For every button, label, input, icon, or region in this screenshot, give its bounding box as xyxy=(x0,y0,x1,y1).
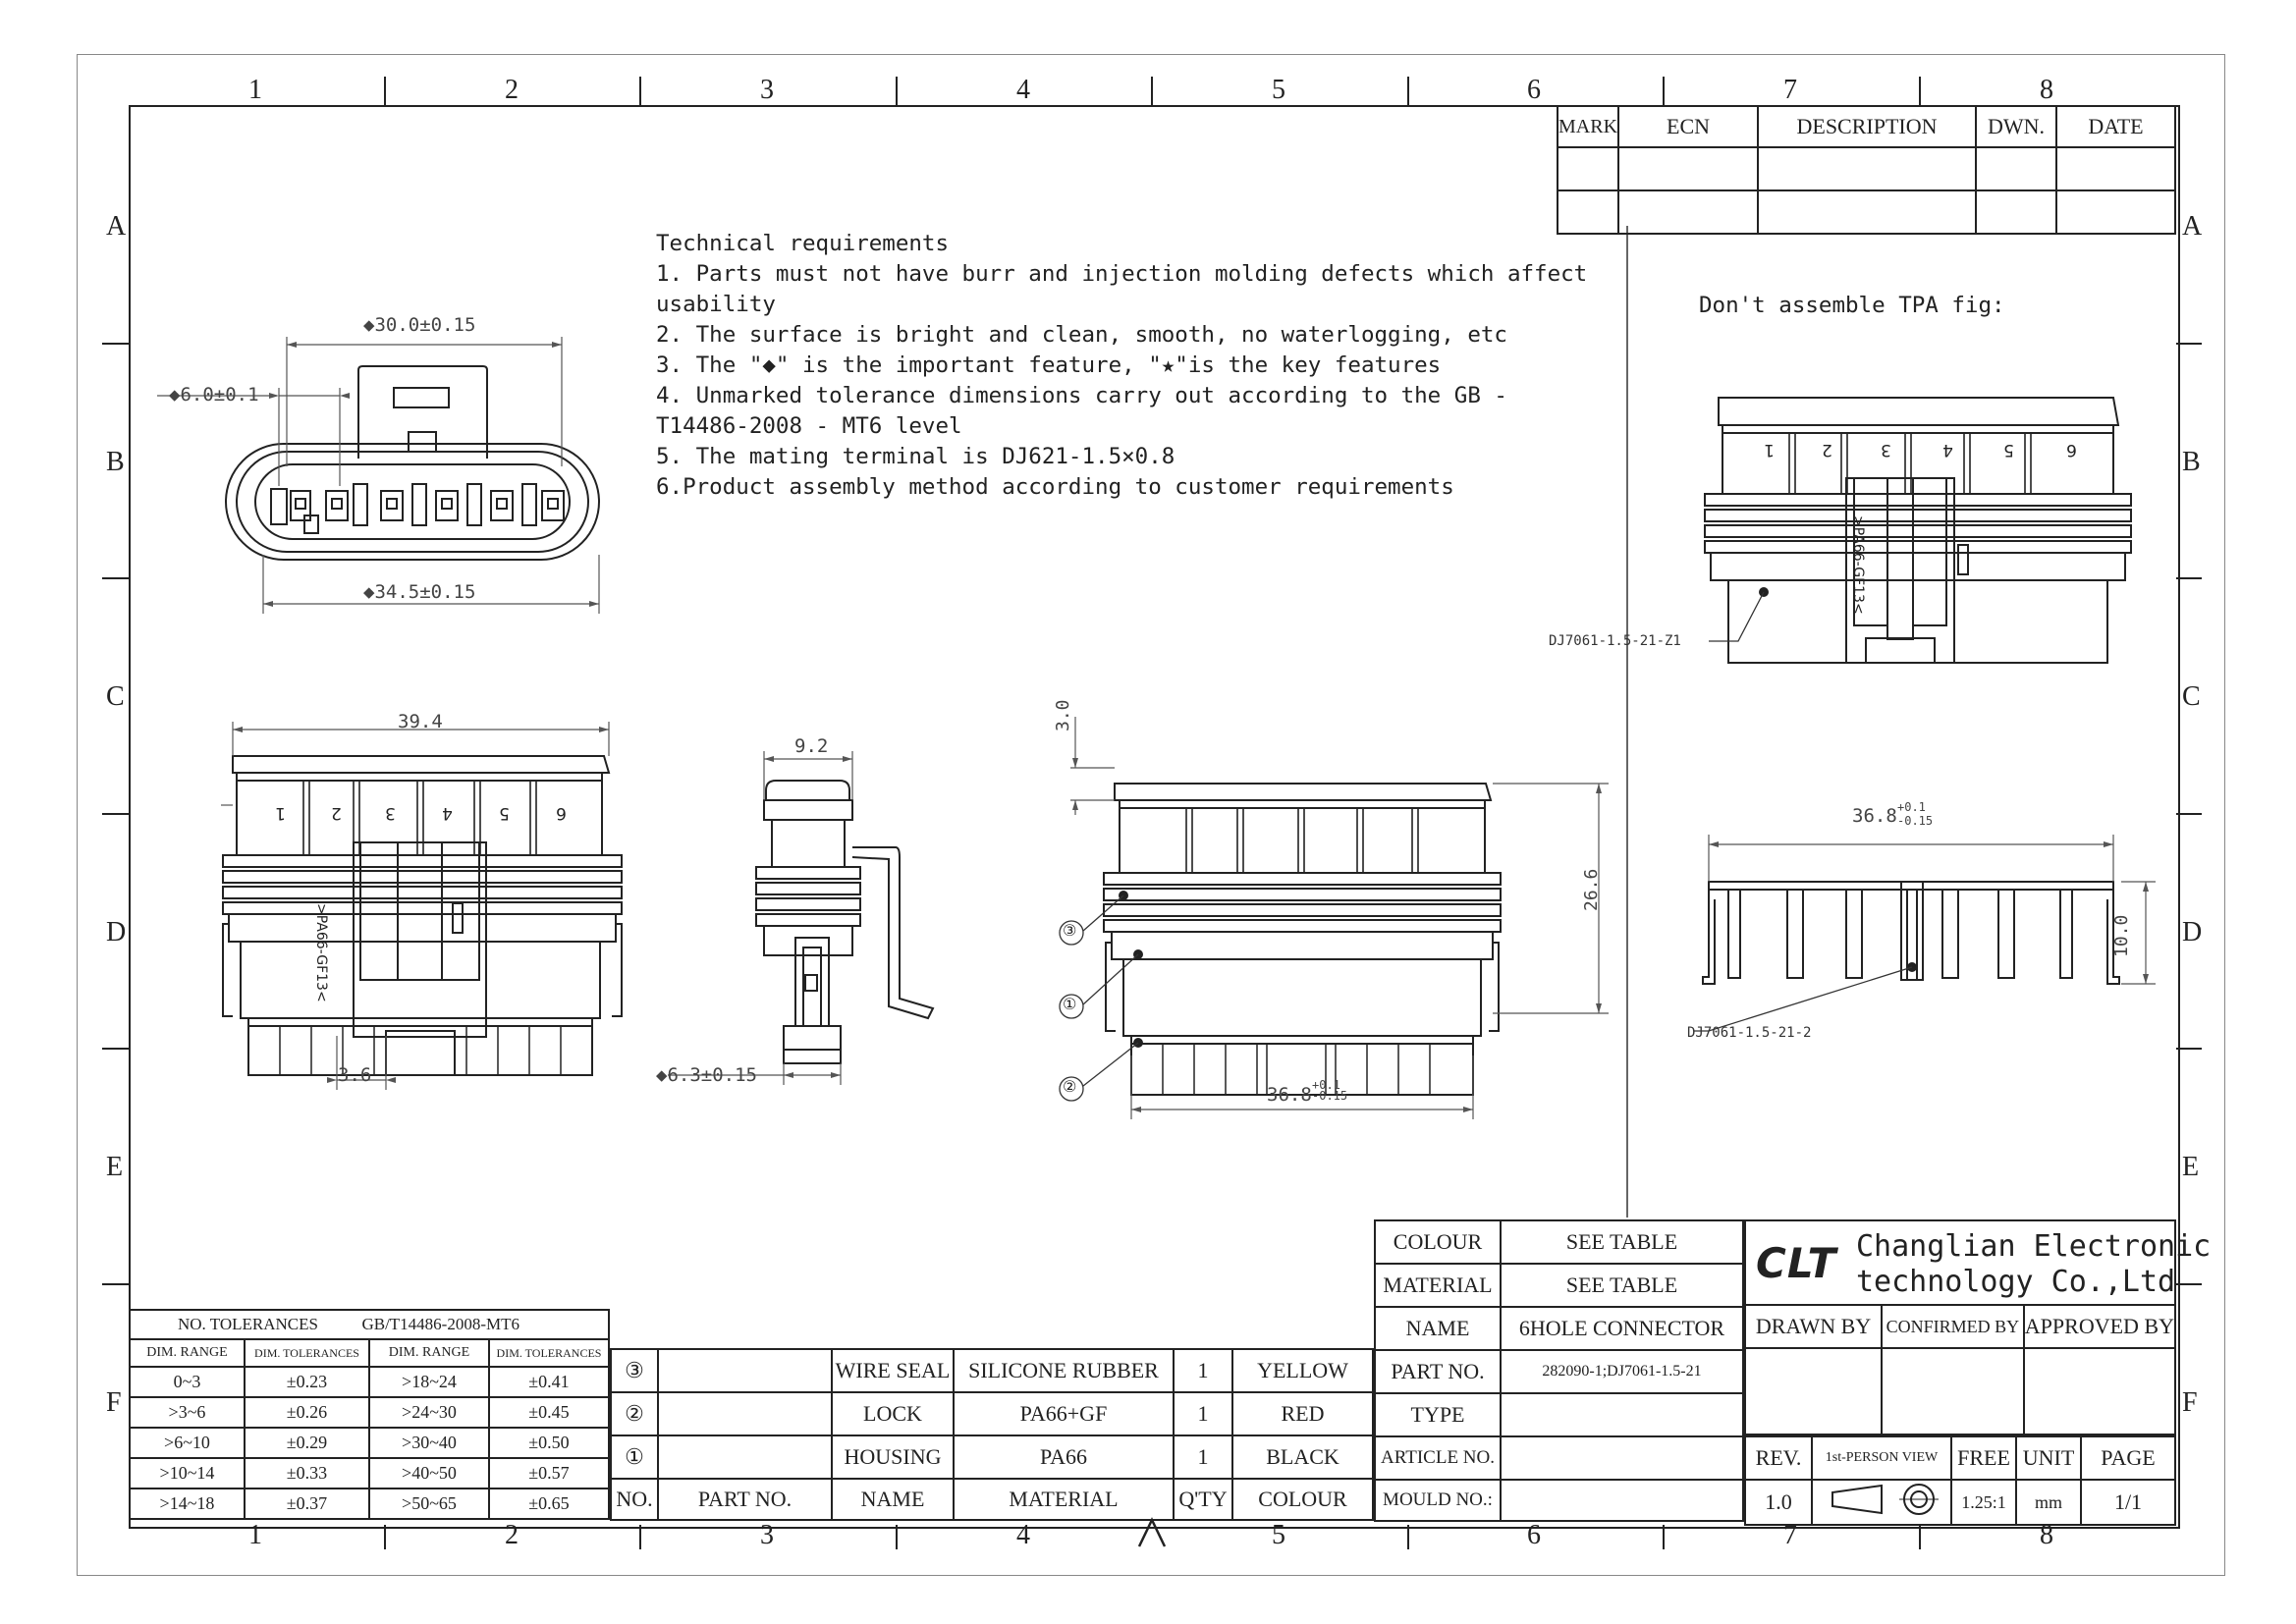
tolerance-header: DIM. TOLERANCES xyxy=(245,1339,369,1367)
bom-row xyxy=(611,1349,1373,1392)
zone-right-F: F xyxy=(2182,1387,2198,1418)
partno-value: 282090-1;DJ7061-1.5-21 xyxy=(1501,1350,1743,1393)
zone-left-A: A xyxy=(106,211,127,242)
page-label: PAGE xyxy=(2081,1436,2175,1480)
company-cell xyxy=(1744,1219,2212,1306)
tech-req-line: 2. The surface is bright and clean, smooth, no waterlogging, etc xyxy=(656,322,1507,348)
tolerance-cell: ±0.57 xyxy=(489,1458,609,1489)
zone-bottom-7: 7 xyxy=(1783,1520,1797,1550)
zone-bottom-8: 8 xyxy=(2040,1520,2053,1550)
rev-value: 1.0 xyxy=(1745,1480,1812,1525)
zone-bottom-4: 4 xyxy=(1016,1520,1030,1550)
cavity-number: 6 xyxy=(2066,440,2077,460)
tolerance-row xyxy=(130,1397,609,1428)
zone-bottom-2: 2 xyxy=(505,1520,519,1550)
tolerance-title-left: NO. TOLERANCES xyxy=(178,1315,318,1333)
cavity-number: 5 xyxy=(499,803,510,823)
dim-face-width: ◆30.0±0.15 xyxy=(363,314,476,336)
dim-tpa-height: 10.0 xyxy=(2111,914,2132,957)
mould-label: MOULD NO.: xyxy=(1375,1480,1501,1521)
zone-top-4: 4 xyxy=(1016,75,1030,105)
bom-material: SILICONE RUBBER xyxy=(954,1349,1174,1392)
tolerance-cell: ±0.41 xyxy=(489,1367,609,1397)
revision-table xyxy=(1557,105,2176,235)
dim-front-gap: 3.6 xyxy=(338,1064,372,1086)
signature-table xyxy=(1744,1304,2176,1435)
tech-req-line: 6.Product assembly method according to customer requirements xyxy=(656,474,1454,500)
bom-no: ② xyxy=(611,1392,658,1435)
tolerance-cell: >24~30 xyxy=(369,1397,489,1428)
rev-header-mark: MARK xyxy=(1558,106,1618,147)
company-name-line1: Changlian Electronic xyxy=(1856,1229,2212,1264)
technical-requirements xyxy=(656,229,1587,503)
approved-by-label: APPROVED BY xyxy=(2024,1305,2175,1348)
material-mark-front: >PA66-GF13< xyxy=(313,903,329,1002)
bom-header-row xyxy=(611,1479,1373,1520)
dim-back-top: 3.0 xyxy=(1053,699,1073,731)
bom-partno xyxy=(658,1392,832,1435)
tolerance-cell: ±0.50 xyxy=(489,1428,609,1458)
bom-name: HOUSING xyxy=(832,1435,954,1479)
back-view-drawing xyxy=(1041,707,1611,1119)
dim-side-depth: ◆6.3±0.15 xyxy=(656,1064,757,1086)
bom-material: PA66+GF xyxy=(954,1392,1174,1435)
zone-bottom-1: 1 xyxy=(248,1520,262,1550)
zone-top-6: 6 xyxy=(1527,75,1541,105)
dim-tpa-tol-minus: -0.15 xyxy=(1897,814,1934,828)
tolerance-row xyxy=(130,1428,609,1458)
name-label: NAME xyxy=(1375,1307,1501,1350)
bom-qty: 1 xyxy=(1174,1435,1232,1479)
zone-top-8: 8 xyxy=(2040,75,2053,105)
dim-front-width: 39.4 xyxy=(398,711,443,732)
company-name-line2: technology Co.,Ltd xyxy=(1856,1265,2176,1299)
cavity-number: 1 xyxy=(275,803,286,823)
cavity-number: 1 xyxy=(1764,440,1775,460)
rev-header-description: DESCRIPTION xyxy=(1758,106,1976,147)
tolerance-row xyxy=(130,1489,609,1519)
dim-back-width: 36.8 xyxy=(1267,1084,1312,1106)
bom-name: LOCK xyxy=(832,1392,954,1435)
tolerance-row xyxy=(130,1458,609,1489)
tolerance-header: DIM. RANGE xyxy=(130,1339,245,1367)
bom-header: NAME xyxy=(832,1479,954,1520)
tolerance-cell: ±0.37 xyxy=(245,1489,369,1519)
drawn-by-label: DRAWN BY xyxy=(1745,1305,1882,1348)
tolerance-cell: >30~40 xyxy=(369,1428,489,1458)
bom-no: ③ xyxy=(611,1349,658,1392)
dim-side-width: 9.2 xyxy=(794,735,829,757)
tolerance-cell: 0~3 xyxy=(130,1367,245,1397)
dim-back-height: 26.6 xyxy=(1581,868,1602,911)
zone-bottom-5: 5 xyxy=(1272,1520,1285,1550)
tolerance-cell: ±0.33 xyxy=(245,1458,369,1489)
tolerance-table xyxy=(129,1309,610,1520)
bom-row xyxy=(611,1392,1373,1435)
tolerance-cell: >3~6 xyxy=(130,1397,245,1428)
type-label: TYPE xyxy=(1375,1393,1501,1436)
balloon-1: ① xyxy=(1063,995,1077,1013)
bom-row xyxy=(611,1435,1373,1479)
tolerance-title xyxy=(130,1310,609,1339)
page-value: 1/1 xyxy=(2081,1480,2175,1525)
dim-face-outer: ◆34.5±0.15 xyxy=(363,581,476,603)
bom-material: PA66 xyxy=(954,1435,1174,1479)
colour-label: COLOUR xyxy=(1375,1220,1501,1264)
first-angle-projection-icon xyxy=(1823,1481,1941,1518)
type-value xyxy=(1501,1393,1743,1436)
rev-row xyxy=(1558,147,2175,190)
cavity-number: 3 xyxy=(385,803,396,823)
zone-bottom-6: 6 xyxy=(1527,1520,1541,1550)
tpa-note: Don't assemble TPA fig: xyxy=(1699,293,2005,318)
tolerance-header: DIM. RANGE xyxy=(369,1339,489,1367)
callout-lock-part: DJ7061-1.5-21-2 xyxy=(1687,1025,1812,1041)
tolerance-row xyxy=(130,1367,609,1397)
bom-partno xyxy=(658,1435,832,1479)
tolerance-title-right: GB/T14486-2008-MT6 xyxy=(361,1315,519,1333)
zone-left-B: B xyxy=(106,447,125,477)
material-mark-tpa: >PA66-GF13< xyxy=(1850,515,1866,615)
zone-right-A: A xyxy=(2182,211,2203,242)
bom-qty: 1 xyxy=(1174,1349,1232,1392)
title-block-left xyxy=(1374,1219,1744,1522)
dim-tpa-tol-plus: +0.1 xyxy=(1897,800,1926,814)
dim-face-pitch: ◆6.0±0.1 xyxy=(169,384,259,406)
tech-req-line: usability xyxy=(656,292,776,317)
tech-req-line: 3. The "◆" is the important feature, "★"is the key features xyxy=(656,352,1442,378)
tolerance-cell: ±0.45 xyxy=(489,1397,609,1428)
bom-colour: RED xyxy=(1232,1392,1373,1435)
dim-tpa-width: 36.8 xyxy=(1852,805,1897,827)
name-value: 6HOLE CONNECTOR xyxy=(1501,1307,1743,1350)
zone-right-C: C xyxy=(2182,681,2201,712)
bom-header: PART NO. xyxy=(658,1479,832,1520)
tolerance-cell: >50~65 xyxy=(369,1489,489,1519)
tolerance-cell: >14~18 xyxy=(130,1489,245,1519)
unit-label: UNIT xyxy=(2016,1436,2081,1480)
cavity-number: 2 xyxy=(1822,440,1832,460)
article-value xyxy=(1501,1436,1743,1480)
tolerance-cell: ±0.65 xyxy=(489,1489,609,1519)
bom-name: WIRE SEAL xyxy=(832,1349,954,1392)
lock-view-drawing xyxy=(1669,805,2160,1060)
partno-label: PART NO. xyxy=(1375,1350,1501,1393)
material-label: MATERIAL xyxy=(1375,1264,1501,1307)
tech-req-line: T14486-2008 - MT6 level xyxy=(656,413,962,439)
tech-req-line: 5. The mating terminal is DJ621-1.5×0.8 xyxy=(656,444,1175,469)
dim-back-width-tol: +0.1 -0.15 xyxy=(1312,1078,1348,1103)
callout-tpa-part: DJ7061-1.5-21-Z1 xyxy=(1549,633,1681,649)
rev-header-date: DATE xyxy=(2056,106,2175,147)
cavity-number: 2 xyxy=(331,803,342,823)
zone-right-D: D xyxy=(2182,917,2203,947)
bom-qty: 1 xyxy=(1174,1392,1232,1435)
rev-view-table xyxy=(1744,1435,2176,1526)
zone-left-D: D xyxy=(106,917,127,947)
projection-symbol xyxy=(1812,1480,1951,1525)
cavity-number: 6 xyxy=(556,803,567,823)
material-value: SEE TABLE xyxy=(1501,1264,1743,1307)
zone-top-7: 7 xyxy=(1783,75,1797,105)
bom-header: COLOUR xyxy=(1232,1479,1373,1520)
confirmed-by-label: CONFIRMED BY xyxy=(1882,1305,2024,1348)
unit-value: mm xyxy=(2016,1480,2081,1525)
zone-top-3: 3 xyxy=(760,75,774,105)
rev-header-dwn: DWN. xyxy=(1976,106,2056,147)
mould-value xyxy=(1501,1480,1743,1521)
balloon-2: ② xyxy=(1063,1077,1077,1096)
face-view-drawing xyxy=(157,309,619,623)
signature-row xyxy=(1745,1348,2175,1435)
cavity-number: 4 xyxy=(1942,440,1953,460)
rev-label: REV. xyxy=(1745,1436,1812,1480)
rev-header-ecn: ECN xyxy=(1618,106,1758,147)
cavity-number: 3 xyxy=(1881,440,1891,460)
cavity-number: 5 xyxy=(2003,440,2014,460)
bom-colour: BLACK xyxy=(1232,1435,1373,1479)
zone-top-2: 2 xyxy=(505,75,519,105)
tolerance-cell: >10~14 xyxy=(130,1458,245,1489)
bom-header: NO. xyxy=(611,1479,658,1520)
free-label: FREE xyxy=(1951,1436,2016,1480)
zone-top-5: 5 xyxy=(1272,75,1285,105)
free-value: 1.25:1 xyxy=(1951,1480,2016,1525)
bom-partno xyxy=(658,1349,832,1392)
bom-no: ① xyxy=(611,1435,658,1479)
view-label: 1st-PERSON VIEW xyxy=(1812,1436,1951,1480)
side-view-drawing xyxy=(648,741,953,1095)
tolerance-cell: >6~10 xyxy=(130,1428,245,1458)
article-label: ARTICLE NO. xyxy=(1375,1436,1501,1480)
tech-req-line: 1. Parts must not have burr and injection molding defects which affect xyxy=(656,261,1588,287)
bom-table xyxy=(610,1348,1374,1521)
zone-left-F: F xyxy=(106,1387,122,1418)
tolerance-cell: ±0.26 xyxy=(245,1397,369,1428)
company-logo: CLT xyxy=(1756,1239,1837,1287)
zone-bottom-3: 3 xyxy=(760,1520,774,1550)
tolerance-cell: ±0.29 xyxy=(245,1428,369,1458)
tolerance-cell: >18~24 xyxy=(369,1367,489,1397)
bom-colour: YELLOW xyxy=(1232,1349,1373,1392)
balloon-3: ③ xyxy=(1063,921,1077,940)
zone-top-1: 1 xyxy=(248,75,262,105)
front-view-drawing xyxy=(221,712,624,1095)
bom-header: Q'TY xyxy=(1174,1479,1232,1520)
tech-req-line: 4. Unmarked tolerance dimensions carry out according to the GB - xyxy=(656,383,1507,408)
colour-value: SEE TABLE xyxy=(1501,1220,1743,1264)
cavity-number: 4 xyxy=(442,803,453,823)
tolerance-cell: >40~50 xyxy=(369,1458,489,1489)
zone-right-B: B xyxy=(2182,447,2201,477)
tech-req-title: Technical requirements xyxy=(656,231,950,256)
tolerance-header: DIM. TOLERANCES xyxy=(489,1339,609,1367)
zone-left-E: E xyxy=(106,1152,124,1182)
rev-row xyxy=(1558,190,2175,234)
tolerance-cell: ±0.23 xyxy=(245,1367,369,1397)
bom-header: MATERIAL xyxy=(954,1479,1174,1520)
zone-left-C: C xyxy=(106,681,125,712)
zone-right-E: E xyxy=(2182,1152,2200,1182)
